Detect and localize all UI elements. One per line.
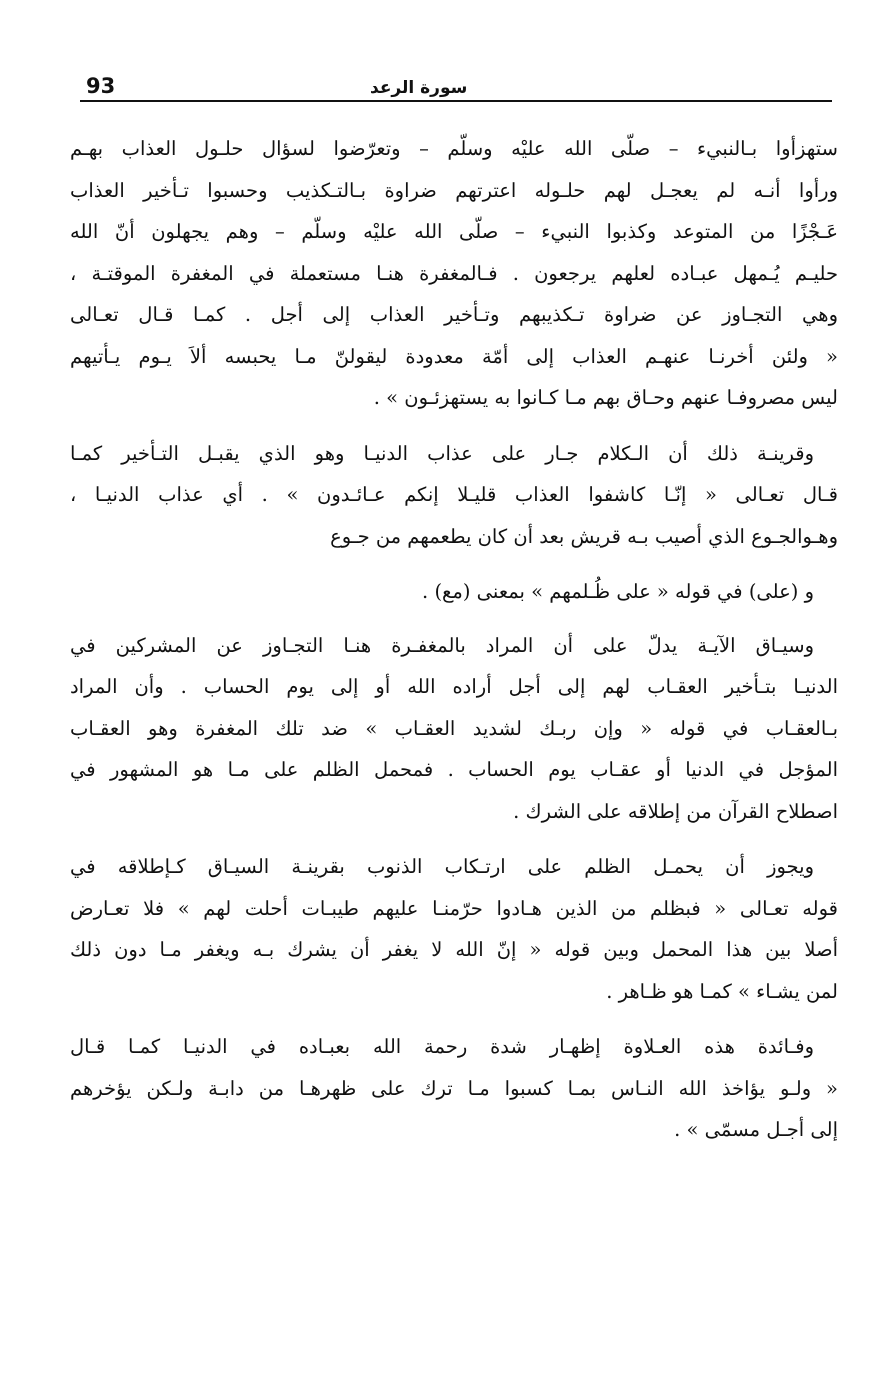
text-line: ورأوا أنـه لم يعجـل لهم حلـوله اعترتهم ضراوة بـالتـكذيب وحسبوا تـأخير العذاب (70, 178, 838, 202)
text-line: عَـجْزًا من المتوعد وكذبوا النبيء – صلّى الله عليْه وسلّم – وهم يجهلون أنّ الله (70, 220, 838, 243)
text-line: و (على) في قوله « على ظُـلمهم » بمعنى (مع) . (422, 580, 814, 603)
text-line: المؤجل في الدنيا أو عقـاب يوم الحساب . فمحمل الظلم على مـا هو المشهور في (70, 758, 838, 781)
text-line: الدنيـا بتـأخير العقـاب لهم إلى أجل أراده الله أو إلى يوم الحساب . وأن المراد (70, 675, 838, 698)
page-number: 93 (86, 74, 116, 98)
paragraph (70, 128, 838, 419)
text-line: اصطلاح القرآن من إطلاقه على الشرك . (513, 799, 838, 823)
text-line: وقرينـة ذلك أن الـكلام جـار على عذاب الدنيـا وهو الذي يقبـل التـأخير كمـا (70, 441, 814, 465)
paragraph-gap (70, 832, 838, 846)
text-line: وفـائدة هذه العـلاوة إظهـار شدة رحمة الله بعبـاده في الدنيـا كمـا قـال (70, 1035, 814, 1058)
text-line: قوله تعـالى « فبظلم من الذين هـادوا حرّمنـا عليهم طيبـات أحلت لهم » فلا تعـارض (70, 896, 838, 920)
text-line: إلى أجـل مسمّى » . (674, 1118, 838, 1141)
page-header (80, 70, 832, 106)
text-line: وهـوالجـوع الذي أصيب بـه قريش بعد أن كان يطعمهم من جـوع (330, 524, 838, 548)
text-line: « ولئن أخرنـا عنهـم العذاب إلى أمّة معدودة ليقولنّ مـا يحبسه ألاَ يـوم يـأتيهم (70, 344, 838, 368)
text-line: أصلا بين هذا المحمل وبين قوله « إنّ الله لا يغفر أن يشرك بـه ويغفر مـا دون ذلك (70, 938, 838, 961)
text-line: ليس مصروفـا عنهم وحـاق بهم مـا كـانوا به يستهزئـون » . (373, 386, 838, 409)
text-line: قـال تعـالى « إنّـا كاشفوا العذاب قليـلا إنكم عـائـدون » . أي عذاب الدنيـا ، (70, 483, 838, 506)
paragraph-gap (70, 557, 838, 571)
paragraph-gap (70, 419, 838, 433)
paragraph (70, 433, 838, 558)
paragraph-gap (70, 613, 838, 625)
page-body (70, 128, 838, 1151)
text-line: بـالعقـاب في قوله « وإن ربـك لشديد العقـاب » ضد تلك المغفرة وهو العقـاب (70, 716, 838, 740)
paragraph (70, 1026, 838, 1151)
paragraph (70, 571, 838, 613)
text-line: حليـم يُـمهل عبـاده لعلهم يرجعون . فـالمغفرة هنـا مستعملة في المغفرة الموقتـة ، (70, 261, 838, 285)
text-line: « ولـو يؤاخذ الله النـاس بمـا كسبوا مـا ترك على ظهرهـا من دابـة ولـكن يؤخرهم (70, 1076, 838, 1100)
text-line: وهي التجـاوز عن ضراوة تـكذيبهم وتـأخير العذاب إلى أجل . كمـا قـال تعـالى (70, 303, 838, 326)
text-line: لمن يشـاء » كمـا هو ظـاهر . (606, 979, 838, 1003)
header-rule (80, 100, 832, 102)
paragraph (70, 625, 838, 833)
text-line: وسيـاق الآيـة يدلّ على أن المراد بالمغفـرة هنـا التجـاوز عن المشركين في (70, 633, 814, 657)
paragraph (70, 846, 838, 1012)
text-line: ويجوز أن يحمـل الظلم على ارتـكاب الذنوب بقرينـة السيـاق كـإطلاقه في (70, 855, 814, 878)
text-line: ستهزأوا بـالنبيء – صلّى الله عليْه وسلّم – وتعرّضوا لسؤال حلـول العذاب بهـم (70, 137, 838, 160)
running-title: سورة الرعد (370, 78, 468, 98)
paragraph-gap (70, 1012, 838, 1026)
